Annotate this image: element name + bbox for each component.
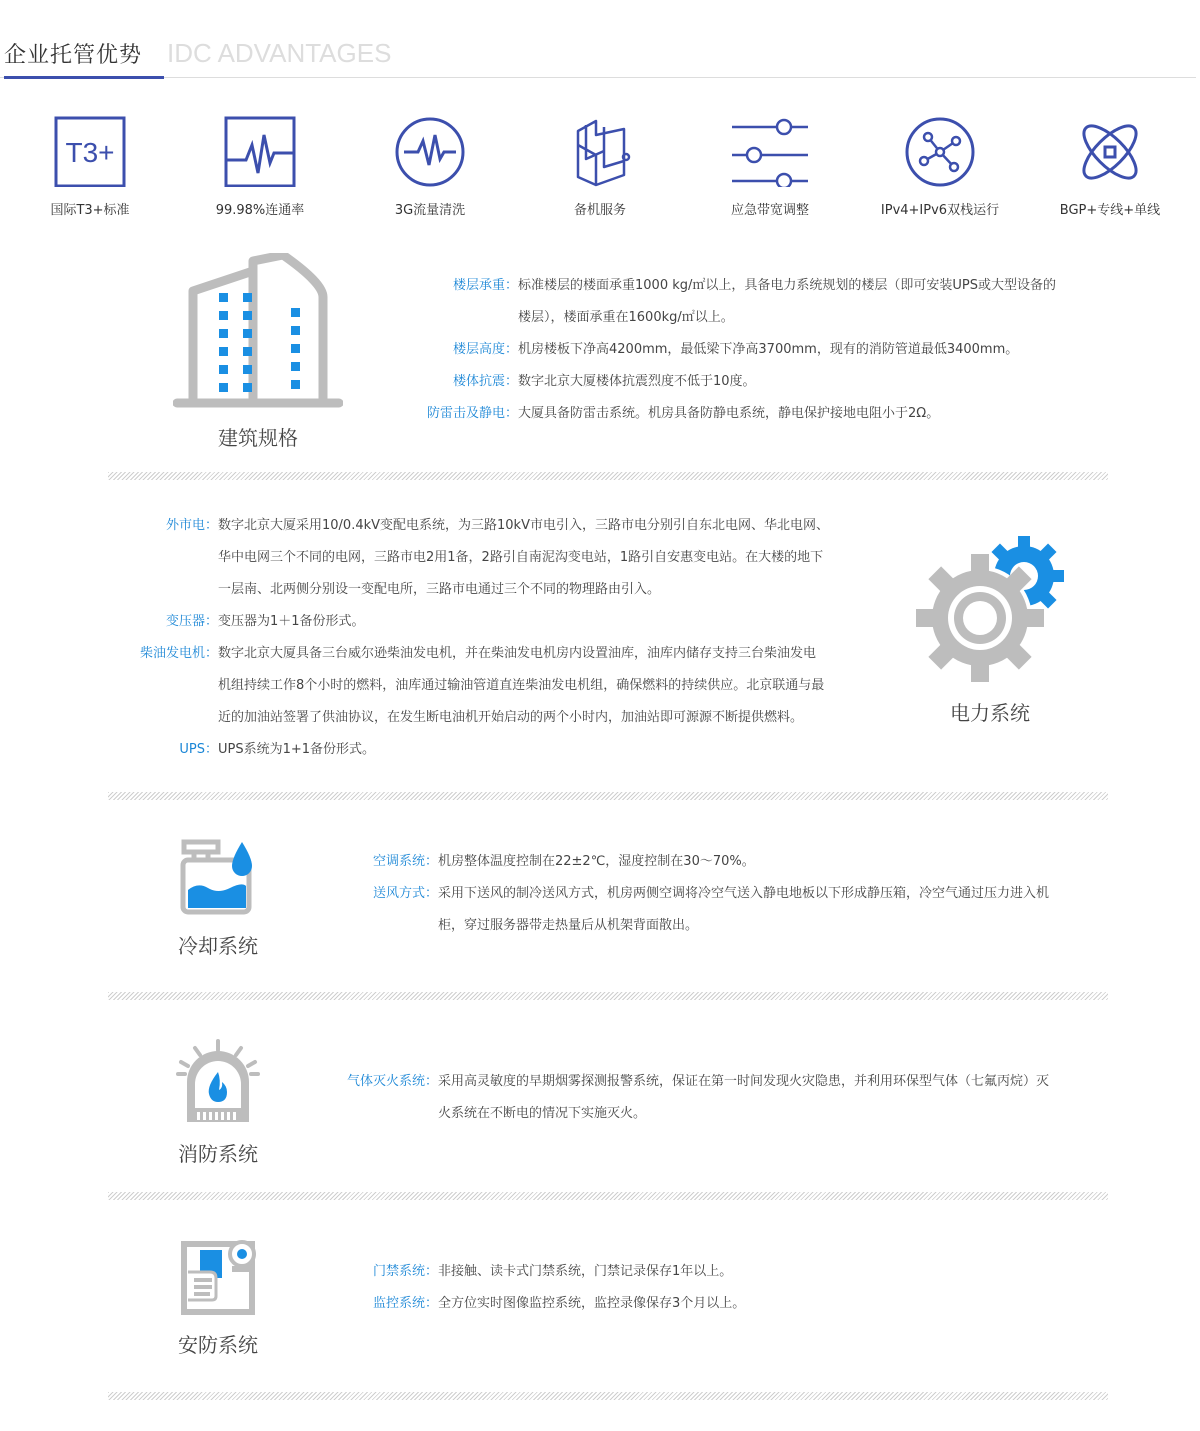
spec-row <box>110 510 880 606</box>
sliders-icon <box>730 115 810 187</box>
spec-value: 全方位实时图像监控系统，监控录像保存3个月以上。 <box>438 1296 746 1311</box>
spec-value: 采用下送风的制冷送风方式，机房两侧空调将冷空气送入静电地板以下形成静压箱，冷空气通过压力进入机 <box>438 886 1050 901</box>
section-title-power: 电力系统 <box>950 701 1030 725</box>
building-specs <box>410 270 1100 430</box>
spec-key: 监控系统： <box>372 1296 438 1311</box>
section-title-fire: 消防系统 <box>178 1142 258 1166</box>
cooling-specs <box>350 846 1100 942</box>
hatched-divider <box>108 1192 1108 1200</box>
advantage-label: 备机服务 <box>573 203 626 218</box>
header-active-underline <box>4 76 164 79</box>
spec-value: 近的加油站签署了供油协议，在发生断电油机开始启动的两个小时内，加油站即可源源不断提供燃料。 <box>218 710 804 725</box>
spec-row <box>110 606 880 638</box>
spec-value: 采用高灵敏度的早期烟雾探测报警系统，保证在第一时间发现火灾隐患，并利用环保型气体（七氟丙烷）灭 <box>438 1074 1050 1089</box>
pulse-circle-icon <box>394 115 466 187</box>
spec-value: 火系统在不断电的情况下实施灭火。 <box>438 1106 647 1121</box>
advantage-label: BGP+专线+单线 <box>1059 203 1161 218</box>
spec-value: 机房楼板下净高4200mm，最低梁下净高3700mm，现有的消防管道最低3400mm。 <box>518 342 1019 357</box>
access-control-icon <box>180 1238 260 1316</box>
spec-value: 柜，穿过服务器带走热量后从机架背面散出。 <box>438 918 699 933</box>
spec-value: 机房整体温度控制在22±2℃，湿度控制在30～70%。 <box>438 854 755 869</box>
advantage-label: 3G流量清洗 <box>394 203 466 218</box>
advantage-item-cleaning <box>345 115 515 218</box>
spec-row <box>330 1066 1100 1130</box>
advantage-item-ipv6 <box>855 115 1025 218</box>
header-divider <box>0 77 1196 78</box>
spec-row <box>410 334 1100 366</box>
spec-row <box>350 878 1100 942</box>
atom-icon <box>1074 115 1146 187</box>
spec-value: 标准楼层的楼面承重1000 kg/㎡以上，具备电力系统规划的楼层（即可安装UPS或大型设备的 <box>518 278 1056 293</box>
spec-row <box>110 638 880 734</box>
hatched-divider <box>108 992 1108 1000</box>
spec-key: 送风方式： <box>372 886 438 901</box>
spec-key: 外市电： <box>165 518 218 533</box>
fire-specs <box>330 1066 1100 1130</box>
spec-key: 楼层承重： <box>452 278 518 293</box>
spec-row <box>350 846 1100 878</box>
cooling-icon <box>178 838 258 916</box>
backup-folder-icon <box>564 115 636 187</box>
spec-key: 楼体抗震： <box>452 374 518 389</box>
advantage-label: 应急带宽调整 <box>730 203 809 218</box>
spec-row <box>350 1288 1100 1320</box>
svg-text:T3+: T3+ <box>65 137 115 168</box>
spec-key: UPS： <box>179 742 218 757</box>
advantage-label: 国际T3+标准 <box>50 203 130 218</box>
page-title: 企业托管优势 <box>4 43 143 68</box>
spec-value: 一层南、北两侧分别设一变配电所，三路市电通过三个不同的物理路由引入。 <box>218 582 661 597</box>
advantage-item-bandwidth <box>685 115 855 218</box>
advantage-item-backup <box>515 115 685 218</box>
hatched-divider <box>108 792 1108 800</box>
fire-alarm-icon <box>175 1038 261 1124</box>
spec-key: 变压器： <box>165 614 218 629</box>
spec-value: 机组持续工作8个小时的燃料，油库通过输油管道直连柴油发电机组，确保燃料的持续供应。北京联通与最 <box>218 678 825 693</box>
spec-value: 变压器为1＋1备份形式。 <box>218 614 365 629</box>
spec-value: 华中电网三个不同的电网，三路市电2用1备，2路引自南泥沟变电站，1路引自安惠变电站。在大楼的地下 <box>218 550 824 565</box>
spec-value: 数字北京大厦具备三台威尔逊柴油发电机，并在柴油发电机房内设置油库，油库内储存支持三台柴油发电 <box>218 646 817 661</box>
spec-row <box>410 398 1100 430</box>
spec-key: 气体灭火系统： <box>346 1074 438 1089</box>
advantage-label: IPv4+IPv6双栈运行 <box>880 203 1000 218</box>
power-specs <box>110 510 880 766</box>
spec-row <box>410 366 1100 398</box>
spec-key: 空调系统： <box>372 854 438 869</box>
spec-value: 数字北京大厦采用10/0.4kV变配电系统，为三路10kV市电引入，三路市电分别引自东北电网、华北电网、 <box>218 518 829 533</box>
spec-key: 柴油发电机： <box>139 646 218 661</box>
advantage-label: 99.98%连通率 <box>215 203 305 218</box>
section-title-security: 安防系统 <box>178 1333 258 1357</box>
building-icon <box>173 253 343 411</box>
spec-value: 数字北京大厦楼体抗震烈度不低于10度。 <box>518 374 756 389</box>
hatched-divider <box>108 1392 1108 1400</box>
security-specs <box>350 1256 1100 1320</box>
spec-row <box>350 1256 1100 1288</box>
pulse-square-icon <box>224 115 296 187</box>
spec-key: 楼层高度： <box>452 342 518 357</box>
page-subtitle: IDC ADVANTAGES <box>167 38 392 68</box>
spec-key: 防雷击及静电： <box>426 406 518 421</box>
hatched-divider <box>108 472 1108 480</box>
gears-icon <box>912 534 1072 684</box>
t3-plus-icon <box>54 115 126 187</box>
network-nodes-icon <box>904 115 976 187</box>
section-header <box>0 0 1196 80</box>
spec-row <box>110 734 880 766</box>
advantage-item-t3 <box>5 115 175 218</box>
advantage-item-connectivity <box>175 115 345 218</box>
spec-value: 楼层），楼面承重在1600kg/㎡以上。 <box>518 310 734 325</box>
section-title-cooling: 冷却系统 <box>178 934 258 958</box>
advantage-item-bgp <box>1025 115 1195 218</box>
spec-key: 门禁系统： <box>372 1264 438 1279</box>
spec-value: UPS系统为1+1备份形式。 <box>218 742 376 757</box>
section-title-building: 建筑规格 <box>218 426 298 450</box>
spec-value: 大厦具备防雷击系统。机房具备防静电系统，静电保护接地电阻小于2Ω。 <box>518 406 940 421</box>
spec-row <box>410 270 1100 334</box>
spec-value: 非接触、读卡式门禁系统，门禁记录保存1年以上。 <box>438 1264 733 1279</box>
